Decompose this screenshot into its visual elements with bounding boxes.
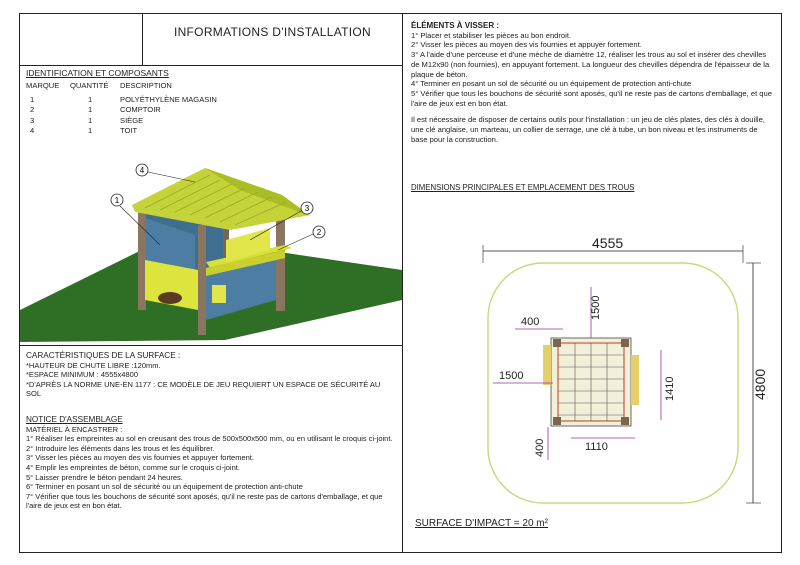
post [138,205,146,310]
svg-text:4: 4 [139,166,145,175]
surface-line: *D'APRÈS LA NORME UNE-EN 1177 : CE MODÈLE DE JEU REQUIERT UN ESPACE DE SÉCURITÉ AU SOL [26,379,381,399]
playhouse-illustration [20,150,402,345]
svg-text:1: 1 [114,196,120,205]
screw-step: 2° Visser les pièces au moyen des vis fournies et appuyer fortement. [411,40,642,50]
surface-line: *ESPACE MINIMUM : 4555x4800 [26,370,138,380]
dim-1500-h: 1500 [499,370,524,382]
notice-step: 5° Laisser prendre le béton pendant 24 heures. [26,472,183,482]
col-mark: MARQUE [26,81,60,90]
notice-step: 4° Emplir les empreintes de béton, comme sur le croquis ci-joint. [26,462,240,472]
notice-step: 2° Introduire les éléments dans les trous et les équilibrer. [26,443,215,453]
width-label: 4555 [592,235,624,251]
table-row: 3 1 SIÈGE [30,116,144,125]
notice-section [26,415,398,511]
section-divider [19,345,402,346]
notice-subheading: MATÉRIEL À ENCASTRER : [26,424,123,434]
screw-heading: ÉLÉMENTS À VISSER : [411,21,500,30]
col-qty: QUANTITÉ [70,81,109,90]
surface-section [26,351,396,399]
screw-step: 5° Vérifier que tous les bouchons de sécurité sont aposés, qu'il ne reste pas de cartons d'emballage, et que l'aire de jeux est en bon état. [411,88,772,108]
notice-heading: NOTICE D'ASSEMBLAGE [26,415,123,424]
screw-section [411,21,776,144]
table-row: 2 1 COMPTOIR [30,105,161,114]
screw-step: 1° Placer et stabiliser les pièces au bon endroit. [411,30,572,40]
dim-400-v: 400 [534,438,546,457]
notice-step: 1° Réaliser les empreintes au sol en creusant des trous de 500x500x500 mm, ou en utilisant le croquis ci-joint. [26,434,393,444]
screw-step: 3° A l'aide d'une perceuse et d'une mèche de diamètre 12, réaliser les trous au sol et insérer des chevilles de M12x90 (non fournies), en appuyant fortement. La longueur des chevilles dépendra de l'épaisseur de la plaque de béton. [411,50,770,79]
title-box [143,13,402,66]
post [198,225,206,335]
dim-1410: 1410 [664,376,676,401]
components-header-row [26,81,286,91]
dim-400-top: 400 [521,316,540,328]
surface-heading: CARACTÉRISTIQUES DE LA SURFACE : [26,351,181,360]
notice-step: 3° Visser les pièces au moyen des vis fournies et appuyer fortement. [26,453,254,463]
dimensions-heading: DIMENSIONS PRINCIPALES ET EMPLACEMENT DES TROUS [411,183,635,192]
screw-step: 4° Terminer en posant un sol de sécurité ou un équipement de protection anti-chute [411,79,692,89]
components-heading: IDENTIFICATION ET COMPOSANTS [26,68,169,78]
page-title: INFORMATIONS D'INSTALLATION [173,25,372,39]
dimension-drawing [403,195,781,550]
surface-line: *HAUTEUR DE CHUTE LIBRE :120mm. [26,360,161,370]
table-row: 1 1 POLYÉTHYLÈNE MAGASIN [30,95,217,104]
dim-1500-v: 1500 [590,295,602,320]
svg-text:2: 2 [316,228,322,237]
table-row: 4 1 TOIT [30,126,138,135]
notice-step: 7° Vérifier que tous les bouchons de sécurité sont aposés, qu'il ne reste pas de cartons d'emballage, et que l'aire de jeux est en bon état. [26,491,383,511]
logo-box [19,13,143,66]
svg-text:3: 3 [304,204,310,213]
col-desc: DESCRIPTION [120,81,172,90]
tools-note: Il est nécessaire de disposer de certains outils pour l'installation : un jeu de clés plates, des clés à douille, une clé anglaise, un marteau, un collier de serrage, une clé à tube, un bon niveau et les instruments de base pour la construction. [411,115,765,144]
notice-step: 6° Terminer en posant un sol de sécurité ou un équipement de protection anti-chute [26,482,303,492]
dim-1110: 1110 [585,441,608,453]
height-label: 4800 [752,368,768,400]
impact-surface: SURFACE D'IMPACT = 20 m² [415,518,548,529]
